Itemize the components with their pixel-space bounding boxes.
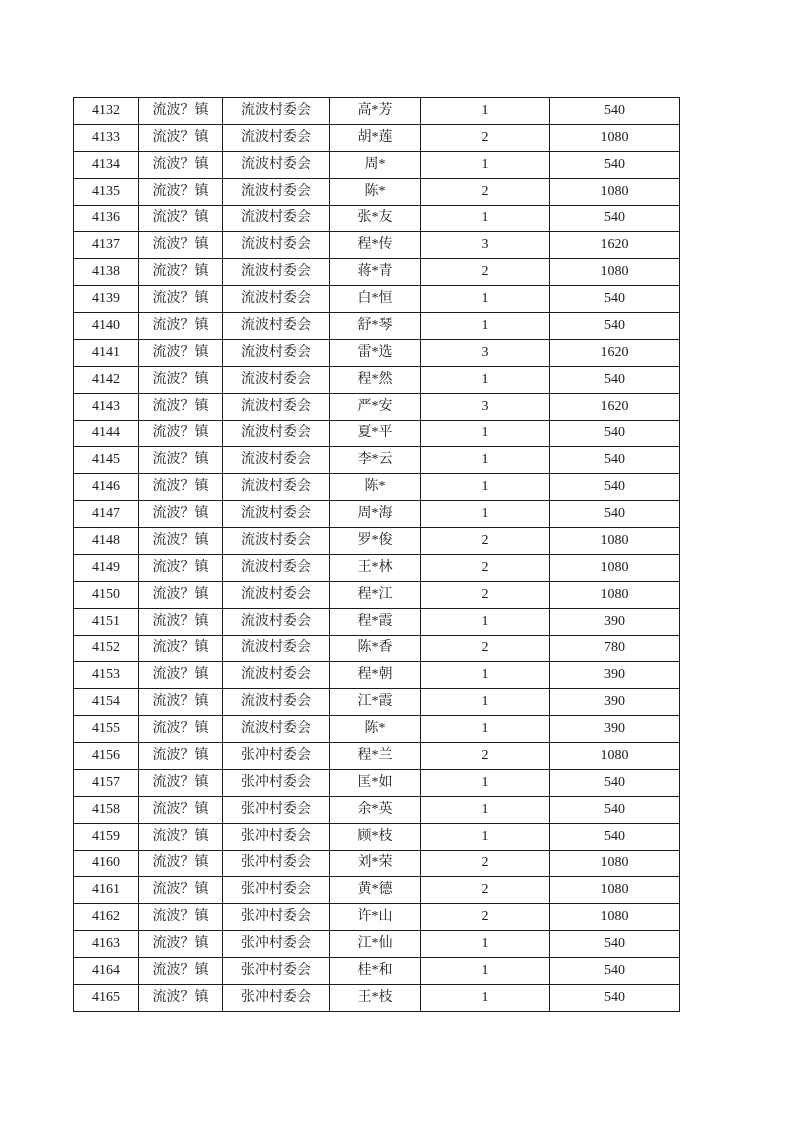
cell-amount: 1620 [550, 339, 680, 366]
cell-town: 流波？镇 [139, 259, 223, 286]
cell-row-id: 4160 [74, 850, 139, 877]
table-row [74, 984, 680, 1011]
cell-amount: 1620 [550, 393, 680, 420]
cell-person-count: 1 [421, 286, 550, 313]
cell-row-id: 4150 [74, 581, 139, 608]
cell-row-id: 4156 [74, 743, 139, 770]
cell-village: 流波村委会 [223, 608, 330, 635]
cell-person-count: 1 [421, 716, 550, 743]
cell-town: 流波？镇 [139, 877, 223, 904]
table-row [74, 98, 680, 125]
cell-amount: 540 [550, 366, 680, 393]
cell-person-count: 1 [421, 151, 550, 178]
cell-person-name: 许*山 [330, 904, 421, 931]
cell-row-id: 4142 [74, 366, 139, 393]
cell-village: 流波村委会 [223, 528, 330, 555]
cell-row-id: 4140 [74, 313, 139, 340]
cell-person-name: 罗*俊 [330, 528, 421, 555]
cell-village: 张冲村委会 [223, 796, 330, 823]
cell-person-name: 桂*和 [330, 958, 421, 985]
table-row [74, 393, 680, 420]
cell-person-name: 蒋*青 [330, 259, 421, 286]
cell-person-count: 1 [421, 984, 550, 1011]
cell-village: 流波村委会 [223, 286, 330, 313]
cell-person-name: 顾*枝 [330, 823, 421, 850]
cell-town: 流波？镇 [139, 850, 223, 877]
table-row [74, 259, 680, 286]
cell-amount: 1080 [550, 124, 680, 151]
cell-town: 流波？镇 [139, 581, 223, 608]
cell-village: 流波村委会 [223, 716, 330, 743]
cell-row-id: 4139 [74, 286, 139, 313]
cell-person-count: 1 [421, 501, 550, 528]
cell-town: 流波？镇 [139, 796, 223, 823]
cell-person-name: 舒*琴 [330, 313, 421, 340]
cell-town: 流波？镇 [139, 769, 223, 796]
cell-town: 流波？镇 [139, 984, 223, 1011]
cell-person-name: 高*芳 [330, 98, 421, 125]
cell-person-name: 陈*香 [330, 635, 421, 662]
cell-amount: 1080 [550, 743, 680, 770]
cell-row-id: 4132 [74, 98, 139, 125]
table-row [74, 178, 680, 205]
cell-village: 流波村委会 [223, 393, 330, 420]
cell-person-name: 江*霞 [330, 689, 421, 716]
table-row [74, 608, 680, 635]
cell-row-id: 4155 [74, 716, 139, 743]
beneficiary-table [73, 97, 680, 1012]
cell-person-count: 2 [421, 850, 550, 877]
cell-row-id: 4135 [74, 178, 139, 205]
cell-person-name: 程*然 [330, 366, 421, 393]
cell-person-name: 余*英 [330, 796, 421, 823]
cell-person-name: 周*海 [330, 501, 421, 528]
cell-amount: 1080 [550, 877, 680, 904]
cell-village: 张冲村委会 [223, 958, 330, 985]
cell-person-count: 1 [421, 958, 550, 985]
cell-amount: 1080 [550, 178, 680, 205]
cell-person-count: 1 [421, 931, 550, 958]
cell-town: 流波？镇 [139, 393, 223, 420]
cell-amount: 540 [550, 447, 680, 474]
cell-person-name: 李*云 [330, 447, 421, 474]
cell-person-count: 2 [421, 743, 550, 770]
table-row [74, 716, 680, 743]
cell-amount: 540 [550, 769, 680, 796]
table-row [74, 474, 680, 501]
table-row [74, 124, 680, 151]
cell-town: 流波？镇 [139, 151, 223, 178]
table-row [74, 286, 680, 313]
cell-person-name: 匡*如 [330, 769, 421, 796]
cell-town: 流波？镇 [139, 98, 223, 125]
cell-village: 流波村委会 [223, 232, 330, 259]
cell-town: 流波？镇 [139, 904, 223, 931]
cell-person-name: 周* [330, 151, 421, 178]
cell-amount: 390 [550, 689, 680, 716]
table-row [74, 339, 680, 366]
cell-village: 张冲村委会 [223, 931, 330, 958]
cell-person-name: 雷*选 [330, 339, 421, 366]
cell-person-name: 程*江 [330, 581, 421, 608]
table-row [74, 904, 680, 931]
cell-person-name: 刘*荣 [330, 850, 421, 877]
cell-town: 流波？镇 [139, 339, 223, 366]
cell-amount: 540 [550, 501, 680, 528]
cell-town: 流波？镇 [139, 124, 223, 151]
cell-person-name: 陈* [330, 716, 421, 743]
cell-amount: 540 [550, 98, 680, 125]
cell-row-id: 4153 [74, 662, 139, 689]
cell-person-name: 黄*德 [330, 877, 421, 904]
cell-person-name: 程*传 [330, 232, 421, 259]
cell-person-name: 王*林 [330, 554, 421, 581]
cell-village: 流波村委会 [223, 581, 330, 608]
cell-town: 流波？镇 [139, 474, 223, 501]
table-row [74, 743, 680, 770]
cell-village: 流波村委会 [223, 98, 330, 125]
cell-village: 流波村委会 [223, 635, 330, 662]
cell-amount: 540 [550, 205, 680, 232]
cell-town: 流波？镇 [139, 366, 223, 393]
table-row [74, 151, 680, 178]
table-row [74, 877, 680, 904]
cell-town: 流波？镇 [139, 635, 223, 662]
cell-town: 流波？镇 [139, 743, 223, 770]
cell-row-id: 4134 [74, 151, 139, 178]
cell-row-id: 4157 [74, 769, 139, 796]
cell-person-count: 1 [421, 662, 550, 689]
cell-person-count: 2 [421, 877, 550, 904]
cell-amount: 390 [550, 662, 680, 689]
cell-person-name: 张*友 [330, 205, 421, 232]
cell-person-count: 1 [421, 420, 550, 447]
cell-person-count: 1 [421, 313, 550, 340]
cell-person-count: 2 [421, 635, 550, 662]
cell-amount: 540 [550, 474, 680, 501]
cell-amount: 1080 [550, 850, 680, 877]
table-row [74, 796, 680, 823]
cell-village: 流波村委会 [223, 124, 330, 151]
cell-village: 流波村委会 [223, 554, 330, 581]
table-row [74, 313, 680, 340]
cell-amount: 540 [550, 958, 680, 985]
cell-person-count: 2 [421, 581, 550, 608]
cell-person-count: 1 [421, 689, 550, 716]
cell-town: 流波？镇 [139, 205, 223, 232]
cell-person-count: 1 [421, 474, 550, 501]
cell-row-id: 4147 [74, 501, 139, 528]
table-row [74, 958, 680, 985]
table-row [74, 689, 680, 716]
cell-amount: 540 [550, 931, 680, 958]
cell-person-count: 3 [421, 232, 550, 259]
cell-row-id: 4137 [74, 232, 139, 259]
table-body [74, 98, 680, 1012]
cell-village: 张冲村委会 [223, 877, 330, 904]
table-row [74, 662, 680, 689]
cell-person-count: 2 [421, 178, 550, 205]
cell-person-count: 3 [421, 393, 550, 420]
cell-amount: 540 [550, 796, 680, 823]
cell-row-id: 4143 [74, 393, 139, 420]
cell-person-name: 陈* [330, 474, 421, 501]
cell-person-name: 胡*莲 [330, 124, 421, 151]
cell-row-id: 4163 [74, 931, 139, 958]
cell-row-id: 4138 [74, 259, 139, 286]
table-row [74, 823, 680, 850]
cell-town: 流波？镇 [139, 931, 223, 958]
cell-row-id: 4151 [74, 608, 139, 635]
cell-person-name: 江*仙 [330, 931, 421, 958]
cell-row-id: 4165 [74, 984, 139, 1011]
cell-person-count: 1 [421, 205, 550, 232]
cell-person-count: 2 [421, 259, 550, 286]
cell-amount: 1080 [550, 528, 680, 555]
cell-town: 流波？镇 [139, 608, 223, 635]
cell-amount: 540 [550, 151, 680, 178]
cell-person-name: 白*恒 [330, 286, 421, 313]
cell-village: 流波村委会 [223, 313, 330, 340]
cell-town: 流波？镇 [139, 716, 223, 743]
cell-village: 张冲村委会 [223, 904, 330, 931]
table-row [74, 420, 680, 447]
cell-row-id: 4144 [74, 420, 139, 447]
table-row [74, 232, 680, 259]
cell-amount: 780 [550, 635, 680, 662]
cell-person-name: 程*朝 [330, 662, 421, 689]
table-row [74, 931, 680, 958]
cell-town: 流波？镇 [139, 689, 223, 716]
cell-amount: 1080 [550, 259, 680, 286]
cell-row-id: 4148 [74, 528, 139, 555]
cell-village: 流波村委会 [223, 662, 330, 689]
cell-person-count: 2 [421, 124, 550, 151]
table-row [74, 635, 680, 662]
cell-village: 张冲村委会 [223, 743, 330, 770]
cell-village: 流波村委会 [223, 501, 330, 528]
cell-row-id: 4158 [74, 796, 139, 823]
cell-town: 流波？镇 [139, 447, 223, 474]
cell-row-id: 4149 [74, 554, 139, 581]
cell-village: 张冲村委会 [223, 850, 330, 877]
table-row [74, 581, 680, 608]
cell-row-id: 4141 [74, 339, 139, 366]
cell-row-id: 4133 [74, 124, 139, 151]
cell-amount: 1080 [550, 904, 680, 931]
cell-person-count: 1 [421, 447, 550, 474]
table-row [74, 366, 680, 393]
cell-person-name: 王*枝 [330, 984, 421, 1011]
cell-person-count: 1 [421, 769, 550, 796]
cell-person-count: 1 [421, 608, 550, 635]
cell-amount: 540 [550, 420, 680, 447]
cell-village: 流波村委会 [223, 420, 330, 447]
cell-village: 流波村委会 [223, 366, 330, 393]
cell-person-count: 2 [421, 554, 550, 581]
cell-town: 流波？镇 [139, 554, 223, 581]
cell-amount: 540 [550, 286, 680, 313]
cell-town: 流波？镇 [139, 232, 223, 259]
cell-row-id: 4152 [74, 635, 139, 662]
cell-town: 流波？镇 [139, 420, 223, 447]
cell-village: 流波村委会 [223, 689, 330, 716]
cell-person-count: 1 [421, 823, 550, 850]
cell-amount: 1620 [550, 232, 680, 259]
cell-village: 张冲村委会 [223, 769, 330, 796]
table-row [74, 528, 680, 555]
cell-town: 流波？镇 [139, 528, 223, 555]
cell-person-name: 夏*平 [330, 420, 421, 447]
cell-amount: 540 [550, 823, 680, 850]
cell-row-id: 4164 [74, 958, 139, 985]
cell-village: 张冲村委会 [223, 823, 330, 850]
cell-person-name: 严*安 [330, 393, 421, 420]
table-row [74, 447, 680, 474]
cell-town: 流波？镇 [139, 286, 223, 313]
table-row [74, 501, 680, 528]
cell-row-id: 4162 [74, 904, 139, 931]
cell-person-name: 程*霞 [330, 608, 421, 635]
cell-person-count: 2 [421, 904, 550, 931]
cell-amount: 540 [550, 313, 680, 340]
cell-row-id: 4154 [74, 689, 139, 716]
cell-town: 流波？镇 [139, 823, 223, 850]
cell-town: 流波？镇 [139, 958, 223, 985]
cell-village: 流波村委会 [223, 259, 330, 286]
cell-town: 流波？镇 [139, 501, 223, 528]
cell-village: 流波村委会 [223, 339, 330, 366]
cell-row-id: 4145 [74, 447, 139, 474]
cell-row-id: 4146 [74, 474, 139, 501]
cell-village: 流波村委会 [223, 474, 330, 501]
cell-row-id: 4159 [74, 823, 139, 850]
cell-village: 张冲村委会 [223, 984, 330, 1011]
cell-town: 流波？镇 [139, 178, 223, 205]
cell-amount: 540 [550, 984, 680, 1011]
cell-row-id: 4136 [74, 205, 139, 232]
cell-amount: 1080 [550, 554, 680, 581]
cell-person-name: 陈* [330, 178, 421, 205]
table-row [74, 850, 680, 877]
cell-village: 流波村委会 [223, 178, 330, 205]
cell-amount: 1080 [550, 581, 680, 608]
table-row [74, 205, 680, 232]
cell-row-id: 4161 [74, 877, 139, 904]
cell-town: 流波？镇 [139, 313, 223, 340]
cell-person-count: 1 [421, 98, 550, 125]
cell-village: 流波村委会 [223, 205, 330, 232]
cell-amount: 390 [550, 608, 680, 635]
cell-person-count: 2 [421, 528, 550, 555]
cell-person-name: 程*兰 [330, 743, 421, 770]
cell-person-count: 1 [421, 366, 550, 393]
cell-village: 流波村委会 [223, 151, 330, 178]
table-row [74, 554, 680, 581]
cell-amount: 390 [550, 716, 680, 743]
cell-person-count: 3 [421, 339, 550, 366]
cell-person-count: 1 [421, 796, 550, 823]
table-row [74, 769, 680, 796]
cell-village: 流波村委会 [223, 447, 330, 474]
cell-town: 流波？镇 [139, 662, 223, 689]
